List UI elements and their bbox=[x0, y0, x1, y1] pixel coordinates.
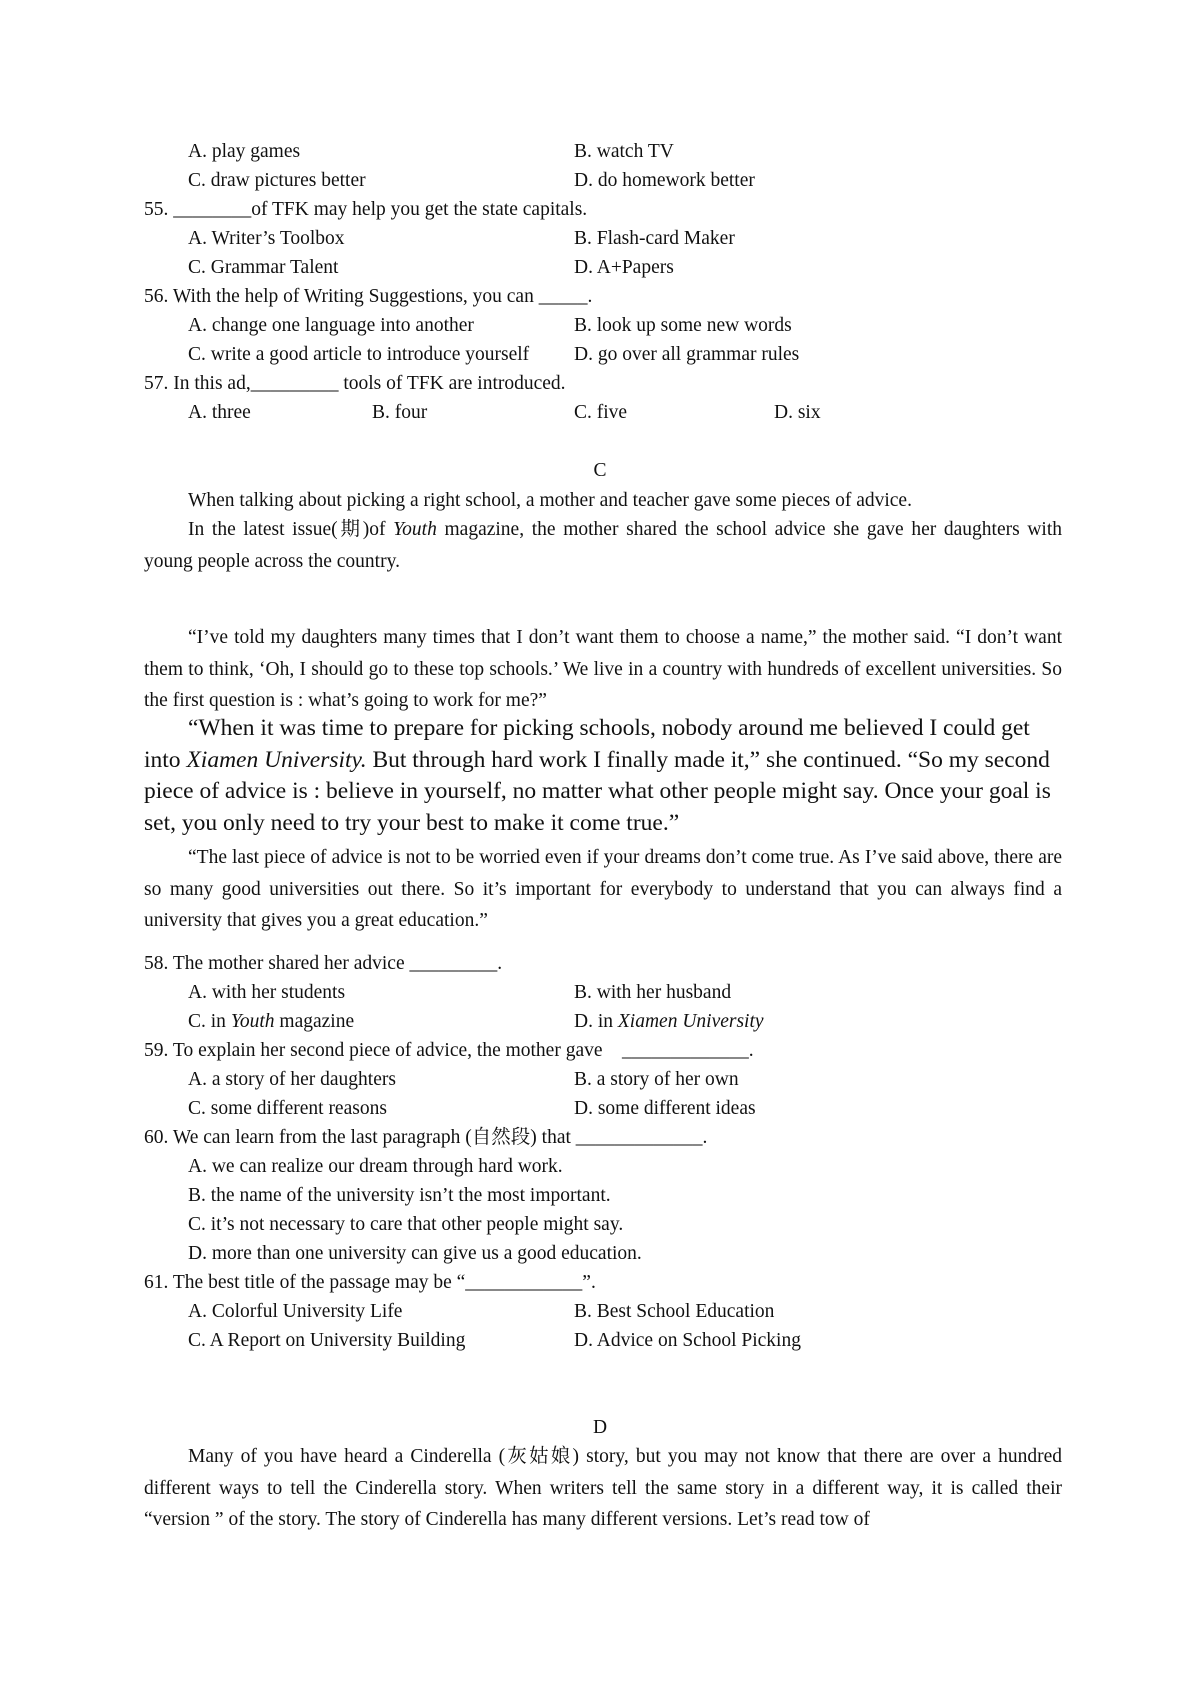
section-d-paragraph-1: Many of you have heard a Cinderella (灰姑娘) story, but you may not know that there are over a hundred different ways to tell the Cinderella story. When writers tell the same story in a different way, it is called their “version ” of the story. The story of Cinderella has many different versions. Let’s read tow of bbox=[144, 1446, 1062, 1530]
q61-option-d: D. Advice on School Picking bbox=[574, 1330, 801, 1351]
section-c-paragraph-5: “The last piece of advice is not to be worried even if your dreams don’t come true. As I’ve said above, there are so many good universities out there. So it’s important for everybody to understand that you can always find a university that gives you a great education.” bbox=[144, 847, 1062, 931]
q60-option-a: A. we can realize our dream through hard work. bbox=[188, 1156, 563, 1177]
paragraph-2-text-end: magazine, the mother shared the school advice she gave her daughters with young people across the country. bbox=[144, 519, 1063, 572]
section-c-heading: C bbox=[593, 460, 607, 481]
section-c-paragraph-2 bbox=[144, 514, 1062, 577]
q61-option-b: B. Best School Education bbox=[574, 1301, 775, 1322]
q61-option-c: C. A Report on University Building bbox=[188, 1330, 466, 1351]
q60-option-d: D. more than one university can give us a good education. bbox=[188, 1243, 642, 1264]
q59-option-a: A. a story of her daughters bbox=[188, 1069, 396, 1090]
q58-option-a: A. with her students bbox=[188, 982, 346, 1003]
q59-option-c: C. some different reasons bbox=[188, 1098, 387, 1119]
q56-option-c: C. write a good article to introduce yourself bbox=[188, 344, 530, 365]
q54-option-d: D. do homework better bbox=[574, 170, 755, 191]
q57-option-a: A. three bbox=[188, 402, 251, 423]
q59-option-b: B. a story of her own bbox=[574, 1069, 739, 1090]
q58-option-c-prefix: C. in bbox=[188, 1011, 231, 1032]
q58-option-c-italic: Youth bbox=[230, 1011, 275, 1032]
q58-option-c bbox=[188, 1010, 354, 1034]
university-name: Xiamen University. bbox=[186, 746, 367, 773]
q57-option-b: B. four bbox=[372, 402, 428, 423]
q55-option-c: C. Grammar Talent bbox=[188, 257, 339, 278]
section-c-paragraph-4 bbox=[144, 713, 1062, 839]
section-d-heading: D bbox=[592, 1417, 608, 1438]
q56-stem: 56. With the help of Writing Suggestions, you can _____. bbox=[144, 286, 593, 307]
section-c-paragraph-1: When talking about picking a right school, a mother and teacher gave some pieces of advice. bbox=[188, 490, 912, 511]
q58-option-d-italic: Xiamen University bbox=[617, 1011, 764, 1032]
q54-option-a: A. play games bbox=[188, 141, 301, 162]
magazine-title: Youth bbox=[393, 519, 437, 540]
q55-option-d: D. A+Papers bbox=[574, 257, 674, 278]
q60-option-b: B. the name of the university isn’t the most important. bbox=[188, 1185, 611, 1206]
q56-option-a: A. change one language into another bbox=[188, 315, 474, 336]
q59-option-d: D. some different ideas bbox=[574, 1098, 756, 1119]
q58-option-c-suffix: magazine bbox=[274, 1011, 355, 1032]
q58-option-d bbox=[574, 1010, 764, 1034]
q59-stem: 59. To explain her second piece of advice, the mother gave _____________. bbox=[144, 1040, 754, 1061]
paragraph-4-text-start: “When it was time to prepare for picking schools, nobody around me believed I could get into bbox=[144, 715, 1030, 773]
q55-stem: 55. ________of TFK may help you get the state capitals. bbox=[144, 199, 588, 220]
q55-option-a: A. Writer’s Toolbox bbox=[188, 228, 345, 249]
q58-option-d-prefix: D. in bbox=[574, 1011, 618, 1032]
q56-option-d: D. go over all grammar rules bbox=[574, 344, 800, 365]
section-c-paragraph-3: “I’ve told my daughters many times that I don’t want them to choose a name,” the mother said. “I don’t want them to think, ‘Oh, I should go to these top schools.’ We live in a country with hundreds of excellent universities. So the first question is : what’s going to work for me?” bbox=[144, 627, 1062, 711]
q58-option-b: B. with her husband bbox=[574, 982, 732, 1003]
q57-stem: 57. In this ad,_________ tools of TFK are introduced. bbox=[144, 373, 566, 394]
q55-option-b: B. Flash-card Maker bbox=[574, 228, 735, 249]
q61-option-a: A. Colorful University Life bbox=[188, 1301, 403, 1322]
q58-stem: 58. The mother shared her advice _________. bbox=[144, 953, 503, 974]
q57-option-c: C. five bbox=[574, 402, 628, 423]
q60-stem: 60. We can learn from the last paragraph (自然段) that _____________. bbox=[144, 1127, 708, 1148]
q60-option-c: C. it’s not necessary to care that other people might say. bbox=[188, 1214, 624, 1235]
q61-stem: 61. The best title of the passage may be “____________”. bbox=[144, 1272, 596, 1293]
q54-option-c: C. draw pictures better bbox=[188, 170, 366, 191]
paragraph-4-text-end: But through hard work I finally made it,” she continued. “So my second piece of advice is : believe in yourself, no matter what other people might say. Once your goal is set, you only need to try your best to make it come true.” bbox=[144, 746, 1051, 836]
q56-option-b: B. look up some new words bbox=[574, 315, 792, 336]
q57-option-d: D. six bbox=[774, 402, 821, 423]
paragraph-2-text-start: In the latest issue(期)of bbox=[188, 519, 394, 540]
q54-option-b: B. watch TV bbox=[574, 141, 674, 162]
